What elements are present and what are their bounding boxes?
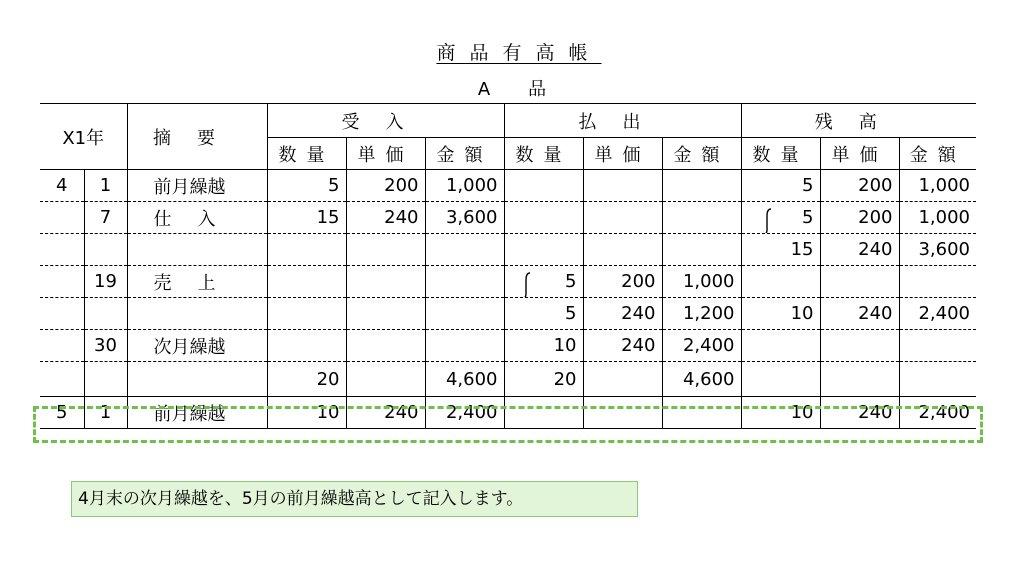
cell-out-amount: 1,200 <box>662 298 741 330</box>
cell-bal-price: 240 <box>820 298 899 330</box>
cell-out-amount <box>662 234 741 266</box>
explanation-note: 4月末の次月繰越を、5月の前月繰越高として記入します。 <box>71 481 638 517</box>
inventory-ledger-table <box>40 103 976 429</box>
cell-in-price <box>346 330 425 362</box>
table-row <box>40 234 976 266</box>
item-name: A品 <box>477 79 585 100</box>
cell-in-price: 240 <box>346 202 425 234</box>
table-row <box>40 202 976 234</box>
cell-description <box>127 298 267 330</box>
cell-day: 19 <box>84 266 127 298</box>
cell-out-amount: 1,000 <box>662 266 741 298</box>
cell-bal-price <box>820 266 899 298</box>
cell-in-qty <box>267 298 346 330</box>
cell-in-qty <box>267 234 346 266</box>
cell-bal-amount: 2,400 <box>899 298 976 330</box>
cell-description <box>127 362 267 397</box>
cell-description: 仕入 <box>127 202 267 234</box>
cell-out-price: 240 <box>583 330 662 362</box>
table-row <box>40 170 976 202</box>
cell-bal-qty <box>741 362 820 397</box>
cell-bal-amount <box>899 362 976 397</box>
cell-day <box>84 234 127 266</box>
cell-month <box>40 234 84 266</box>
cell-out-price <box>583 362 662 397</box>
table-row <box>40 330 976 362</box>
cell-bal-amount <box>899 330 976 362</box>
cell-bal-amount <box>899 266 976 298</box>
cell-month: 5 <box>40 397 84 429</box>
cell-bal-qty <box>741 266 820 298</box>
totals-row <box>40 362 976 397</box>
cell-out-qty <box>504 202 583 234</box>
brace-icon <box>764 208 772 234</box>
cell-out-amount <box>662 202 741 234</box>
header-description: 摘要 <box>127 104 267 170</box>
cell-in-qty: 20 <box>267 362 346 397</box>
cell-month <box>40 298 84 330</box>
cell-out-price: 240 <box>583 298 662 330</box>
cell-day: 7 <box>84 202 127 234</box>
header-qty: 数量 <box>741 138 820 170</box>
cell-out-qty: 10 <box>504 330 583 362</box>
cell-in-amount <box>425 298 504 330</box>
table-row <box>40 266 976 298</box>
cell-in-amount: 1,000 <box>425 170 504 202</box>
cell-out-amount <box>662 170 741 202</box>
cell-day <box>84 298 127 330</box>
table-row <box>40 298 976 330</box>
cell-month <box>40 330 84 362</box>
cell-bal-price: 200 <box>820 202 899 234</box>
cell-bal-price: 240 <box>820 234 899 266</box>
cell-bal-qty: 10 <box>741 397 820 429</box>
cell-in-price <box>346 234 425 266</box>
cell-bal-qty: 15 <box>741 234 820 266</box>
header-paid: 払出 <box>504 104 741 138</box>
cell-bal-amount: 2,400 <box>899 397 976 429</box>
cell-description: 売上 <box>127 266 267 298</box>
cell-bal-amount: 1,000 <box>899 170 976 202</box>
cell-out-price <box>583 234 662 266</box>
header-qty: 数量 <box>504 138 583 170</box>
cell-in-amount <box>425 266 504 298</box>
cell-in-amount <box>425 330 504 362</box>
cell-description: 次月繰越 <box>127 330 267 362</box>
cell-description <box>127 234 267 266</box>
cell-bal-price <box>820 362 899 397</box>
header-amount: 金額 <box>899 138 976 170</box>
cell-out-amount: 2,400 <box>662 330 741 362</box>
header-row <box>40 104 976 138</box>
cell-out-qty: 5 <box>504 298 583 330</box>
cell-bal-amount: 3,600 <box>899 234 976 266</box>
header-amount: 金額 <box>662 138 741 170</box>
cell-day <box>84 362 127 397</box>
cell-out-qty <box>504 234 583 266</box>
cell-out-qty: 20 <box>504 362 583 397</box>
cell-in-amount: 3,600 <box>425 202 504 234</box>
cell-in-price: 240 <box>346 397 425 429</box>
cell-bal-qty: 5 <box>741 202 820 234</box>
cell-bal-qty <box>741 330 820 362</box>
brace-icon <box>523 272 531 298</box>
header-unit-price: 単価 <box>820 138 899 170</box>
cell-bal-amount: 1,000 <box>899 202 976 234</box>
carry-forward-highlight <box>33 406 983 443</box>
cell-bal-price: 240 <box>820 397 899 429</box>
cell-month <box>40 266 84 298</box>
cell-in-price <box>346 362 425 397</box>
cell-out-price <box>583 170 662 202</box>
cell-description: 前月繰越 <box>127 397 267 429</box>
cell-in-price: 200 <box>346 170 425 202</box>
cell-day: 30 <box>84 330 127 362</box>
cell-month <box>40 362 84 397</box>
cell-out-amount: 4,600 <box>662 362 741 397</box>
cell-out-price: 200 <box>583 266 662 298</box>
cell-month: 4 <box>40 170 84 202</box>
cell-in-price <box>346 266 425 298</box>
cell-in-price <box>346 298 425 330</box>
header-unit-price: 単価 <box>583 138 662 170</box>
cell-in-qty: 15 <box>267 202 346 234</box>
cell-day: 1 <box>84 170 127 202</box>
header-balance: 残高 <box>741 104 976 138</box>
header-date: X1年 <box>40 104 127 170</box>
cell-bal-price <box>820 330 899 362</box>
cell-out-qty <box>504 170 583 202</box>
cell-out-price <box>583 202 662 234</box>
cell-day: 1 <box>84 397 127 429</box>
header-received: 受入 <box>267 104 504 138</box>
cell-in-qty: 5 <box>267 170 346 202</box>
cell-in-amount: 4,600 <box>425 362 504 397</box>
cell-in-qty: 10 <box>267 397 346 429</box>
header-qty: 数量 <box>267 138 346 170</box>
cell-in-qty <box>267 330 346 362</box>
cell-description: 前月繰越 <box>127 170 267 202</box>
ledger-title: 商品有高帳 <box>436 42 602 64</box>
cell-out-qty: 5 <box>504 266 583 298</box>
cell-bal-qty: 5 <box>741 170 820 202</box>
cell-month <box>40 202 84 234</box>
cell-in-amount <box>425 234 504 266</box>
cell-bal-price: 200 <box>820 170 899 202</box>
cell-in-amount: 2,400 <box>425 397 504 429</box>
header-unit-price: 単価 <box>346 138 425 170</box>
header-amount: 金額 <box>425 138 504 170</box>
cell-in-qty <box>267 266 346 298</box>
cell-bal-qty: 10 <box>741 298 820 330</box>
